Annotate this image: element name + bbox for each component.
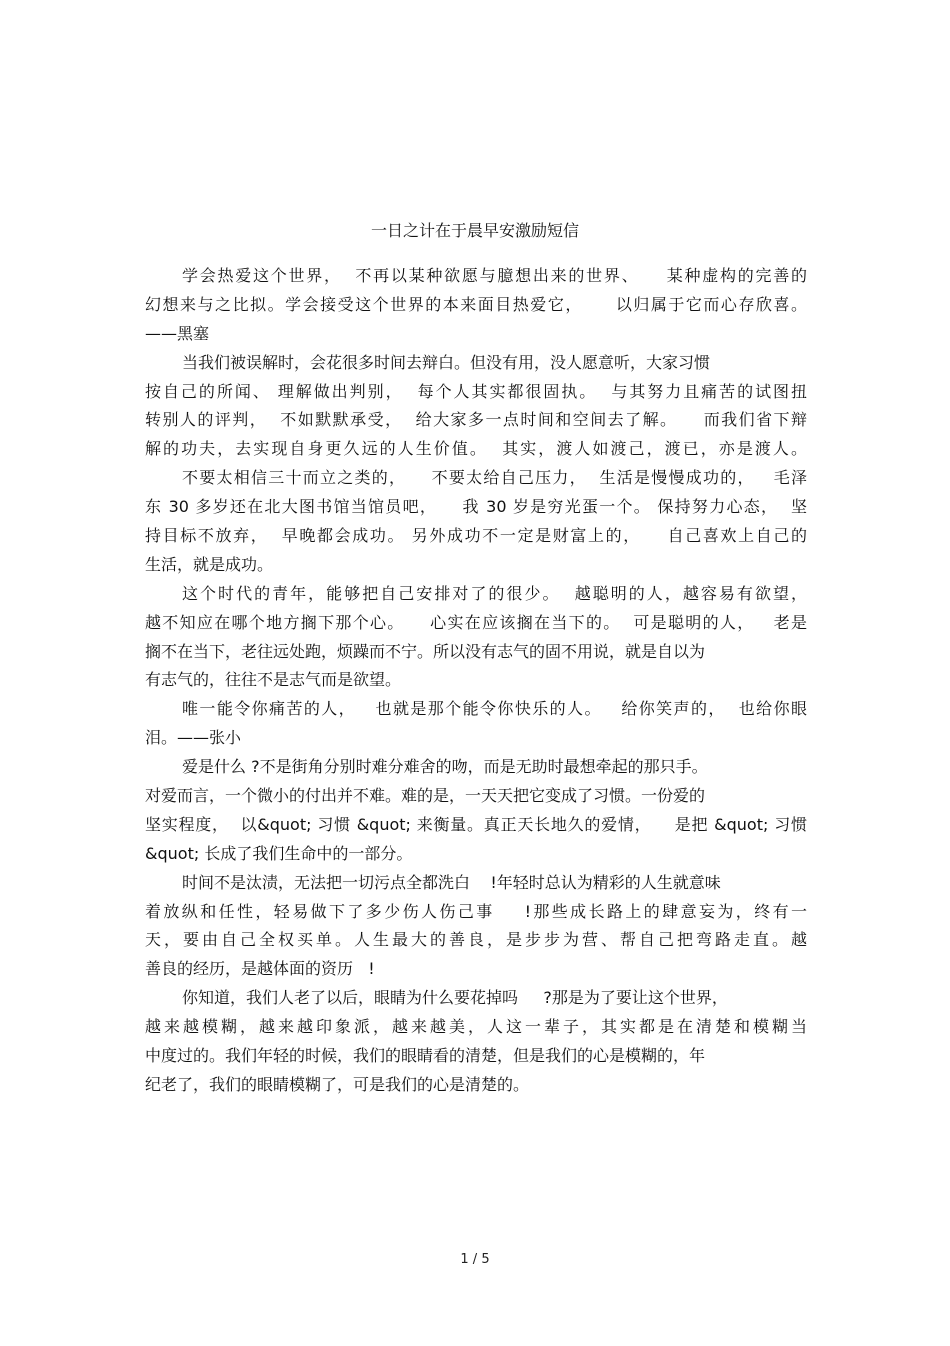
paragraph-line: 不要太相信三十而立之类的， 不要太给自己压力， 生活是慢慢成功的， 毛泽 [182, 468, 807, 488]
paragraph-line: 解的功夫，去实现自身更久远的人生价值。 其实，渡人如渡己，渡已，亦是渡人。 [145, 439, 807, 459]
paragraph-line: 幻想来与之比拟。学会接受这个世界的本来面目热爱它， 以归属于它而心存欣喜。 [145, 294, 807, 314]
paragraph-line: 当我们被误解时，会花很多时间去辩白。但没有用，没人愿意听，大家习惯 [182, 352, 711, 372]
paragraph-line: 持目标不放弃， 早晚都会成功。 另外成功不一定是财富上的， 自己喜欢上自己的 [145, 526, 807, 546]
paragraph-line: 生活，就是成功。 [145, 554, 274, 574]
paragraph-line: 搁不在当下，老往远处跑，烦躁而不宁。所以没有志气的固不用说，就是自以为 [145, 641, 706, 661]
paragraph-line: 天，要由自己全权买单。人生最大的善良，是步步为营、帮自己把弯路走直。越 [145, 930, 807, 950]
paragraph-line: 时间不是汰渍，无法把一切污点全都洗白 !年轻时总认为精彩的人生就意味 [182, 872, 721, 892]
paragraph-line: 转别人的评判， 不如默默承受， 给大家多一点时间和空间去了解。 而我们省下辩 [145, 410, 807, 430]
paragraph-line: 泪。——张小 [145, 728, 242, 748]
paragraph-line: 东 30 多岁还在北大图书馆当馆员吧， 我 30 岁是穷光蛋一个。 保持努力心态， 坚 [145, 497, 807, 517]
paragraph-line: 按自己的所闻、 理解做出判别， 每个人其实都很固执。 与其努力且痛苦的试图扭 [145, 381, 807, 401]
paragraph-line: &quot; 长成了我们生命中的一部分。 [145, 843, 413, 863]
paragraph-line: 学会热爱这个世界， 不再以某种欲愿与臆想出来的世界、 某种虚构的完善的 [182, 266, 807, 285]
paragraph-line: 坚实程度， 以&quot; 习惯 &quot; 来衡量。真正天长地久的爱情， 是把 &quot; 习惯 [145, 814, 807, 834]
paragraph-line: 唯一能令你痛苦的人， 也就是那个能令你快乐的人。 给你笑声的， 也给你眼 [182, 699, 807, 719]
document-title: 一日之计在于晨早安激励短信 [370, 221, 579, 240]
paragraph-line: 你知道，我们人老了以后，眼睛为什么要花掉吗 ?那是为了要让这个世界， [182, 988, 728, 1008]
paragraph-line: 有志气的，往往不是志气而是欲望。 [145, 670, 402, 690]
paragraph-line: 爱是什么 ?不是街角分别时难分难舍的吻，而是无助时最想牵起的那只手。 [182, 757, 708, 777]
paragraph-line: 越不知应在哪个地方搁下那个心。 心实在应该搁在当下的。 可是聪明的人， 老是 [145, 612, 807, 632]
paragraph-line: ——黑塞 [145, 323, 210, 343]
paragraph-line: 纪老了，我们的眼睛模糊了，可是我们的心是清楚的。 [145, 1074, 530, 1094]
paragraph-line: 着放纵和任性，轻易做下了多少伤人伤己事 !那些成长路上的肆意妄为，终有一 [145, 901, 807, 921]
paragraph-line: 对爱而言，一个微小的付出并不难。难的是，一天天把它变成了习惯。一份爱的 [145, 786, 706, 806]
document-body [145, 262, 807, 1100]
paragraph-line: 善良的经历，是越体面的资历 ! [145, 959, 375, 979]
paragraph-line: 越来越模糊，越来越印象派，越来越美，人这一辈子，其实都是在清楚和模糊当 [145, 1017, 807, 1037]
page-number: 1 / 5 [460, 1252, 490, 1267]
paragraph-line: 这个时代的青年，能够把自己安排对了的很少。 越聪明的人，越容易有欲望， [182, 583, 807, 603]
paragraph-line: 中度过的。我们年轻的时候，我们的眼睛看的清楚，但是我们的心是模糊的，年 [145, 1046, 706, 1066]
